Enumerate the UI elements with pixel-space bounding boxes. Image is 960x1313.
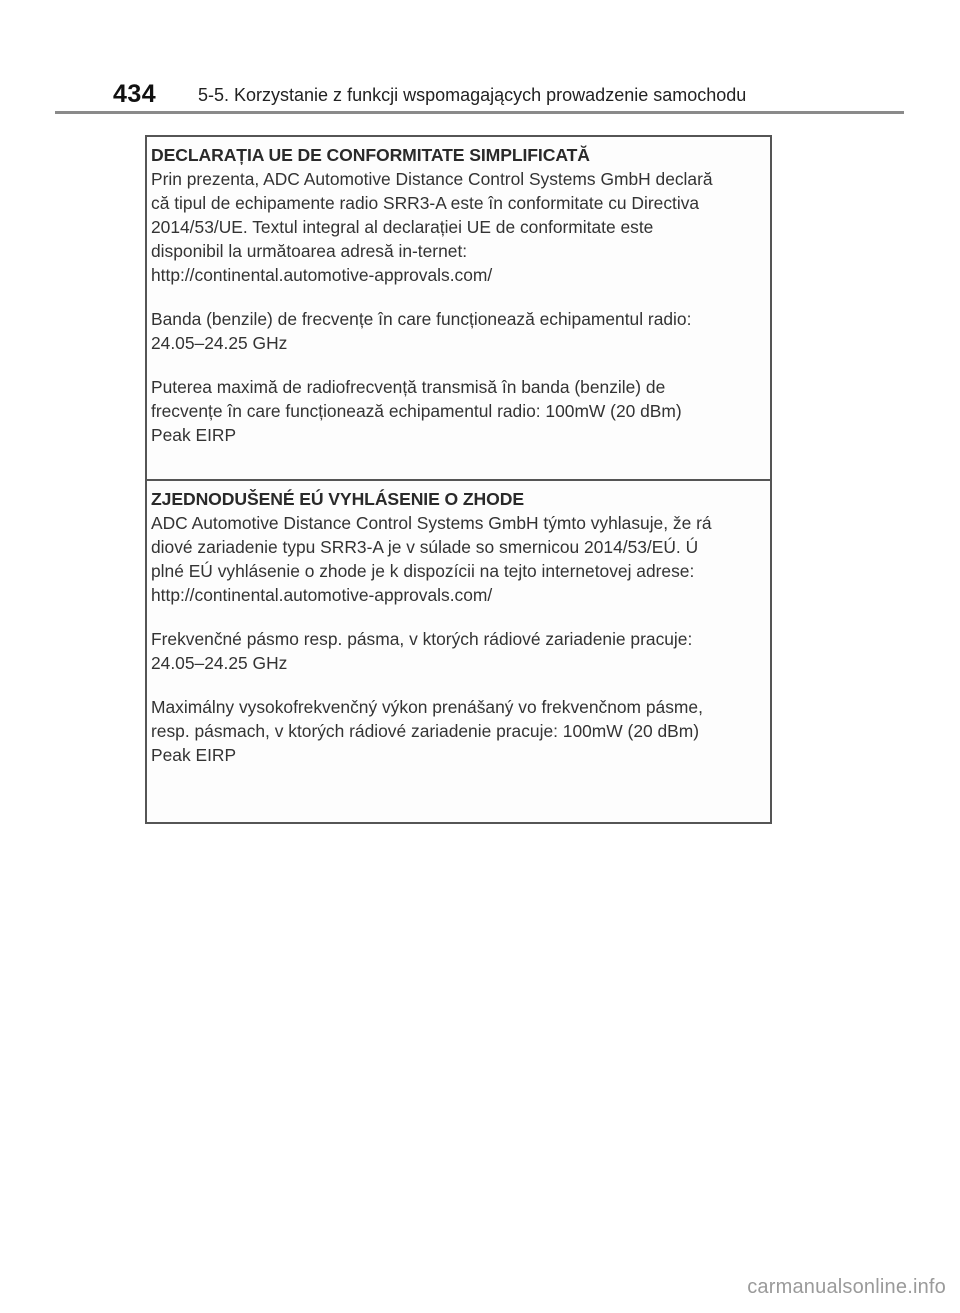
watermark: carmanualsonline.info [747,1276,946,1298]
page-number: 434 [113,80,157,108]
max-power-romanian: Puterea maximă de radiofrecvență transmisă în banda (benzile) de frecvențe în care funcționează echipamentul radio: 100mW (20 dBm) Peak EIRP [151,377,682,445]
declaration-box [145,135,772,824]
declaration-statement-slovak: ADC Automotive Distance Control Systems GmbH týmto vyhlasuje, že rá diové zariadenie typu SRR3-A je v súlade so smernicou 2014/53/EÚ. Ú plné EÚ vyhlásenie o zhode je k dispozícii na tejto internetovej adrese: http://continental.automotive-approvals.com/ [151,513,712,605]
max-power-slovak: Maximálny vysokofrekvenčný výkon prenášaný vo frekvenčnom pásme, resp. pásmach, v ktorých rádiové zariadenie pracuje: 100mW (20 dBm) Peak EIRP [151,697,703,765]
declaration-heading-romanian: DECLARAȚIA UE DE CONFORMITATE SIMPLIFICATĂ [151,145,590,165]
frequency-band-slovak: Frekvenčné pásmo resp. pásma, v ktorých rádiové zariadenie pracuje: 24.05–24.25 GHz [151,629,693,673]
section-title: 5-5. Korzystanie z funkcji wspomagających prowadzenie samochodu [198,85,747,105]
declaration-panel-romanian [147,137,770,479]
declaration-panel-slovak [147,481,770,824]
page-header [0,0,960,118]
declaration-heading-slovak: ZJEDNODUŠENÉ EÚ VYHLÁSENIE O ZHODE [151,489,524,509]
frequency-band-romanian: Banda (benzile) de frecvențe în care funcționează echipamentul radio: 24.05–24.25 GHz [151,309,692,353]
header-divider [55,111,904,114]
declaration-statement-romanian: Prin prezenta, ADC Automotive Distance Control Systems GmbH declară că tipul de echipamente radio SRR3-A este în conformitate cu Directiva 2014/53/UE. Textul integral al declarației UE de conformitate este disponibil la următoarea adresă in-ternet: http://continental.automotive-approvals.com/ [151,169,713,285]
